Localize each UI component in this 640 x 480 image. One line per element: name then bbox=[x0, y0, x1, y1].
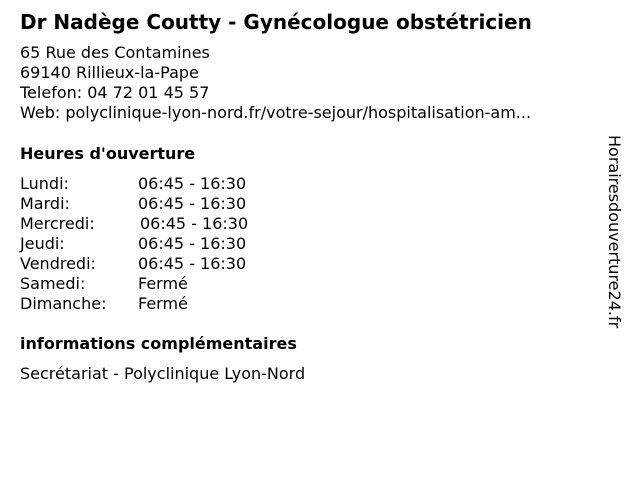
address-block bbox=[20, 43, 531, 123]
time-value: 06:45 - 16:30 bbox=[138, 254, 247, 273]
street-address: 65 Rue des Contamines bbox=[20, 43, 210, 62]
additional-info-text: Secrétariat - Polyclinique Lyon-Nord bbox=[20, 364, 306, 383]
day-label: Vendredi: bbox=[20, 254, 96, 273]
phone-number: Telefon: 04 72 01 45 57 bbox=[20, 83, 210, 102]
city-postcode: 69140 Rillieux-la-Pape bbox=[20, 63, 199, 82]
time-value: 06:45 - 16:30 bbox=[140, 214, 249, 233]
time-value: Fermé bbox=[138, 274, 188, 293]
opening-hours-heading: Heures d'ouverture bbox=[20, 144, 196, 163]
time-value: 06:45 - 16:30 bbox=[138, 174, 247, 193]
time-value: 06:45 - 16:30 bbox=[138, 234, 247, 253]
day-label: Jeudi: bbox=[20, 234, 65, 253]
additional-info-heading: informations complémentaires bbox=[20, 334, 297, 353]
day-label: Samedi: bbox=[20, 274, 86, 293]
page-title: Dr Nadège Coutty - Gynécologue obstétricien bbox=[20, 10, 532, 34]
day-label: Lundi: bbox=[20, 174, 69, 193]
site-watermark: Horairesdouverture24.fr bbox=[605, 135, 624, 329]
day-label: Mercredi: bbox=[20, 214, 95, 233]
day-label: Mardi: bbox=[20, 194, 70, 213]
time-value: Fermé bbox=[138, 294, 188, 313]
time-value: 06:45 - 16:30 bbox=[138, 194, 247, 213]
website-link[interactable]: Web: polyclinique-lyon-nord.fr/votre-sejour/hospitalisation-am... bbox=[20, 103, 532, 122]
day-label: Dimanche: bbox=[20, 294, 107, 313]
